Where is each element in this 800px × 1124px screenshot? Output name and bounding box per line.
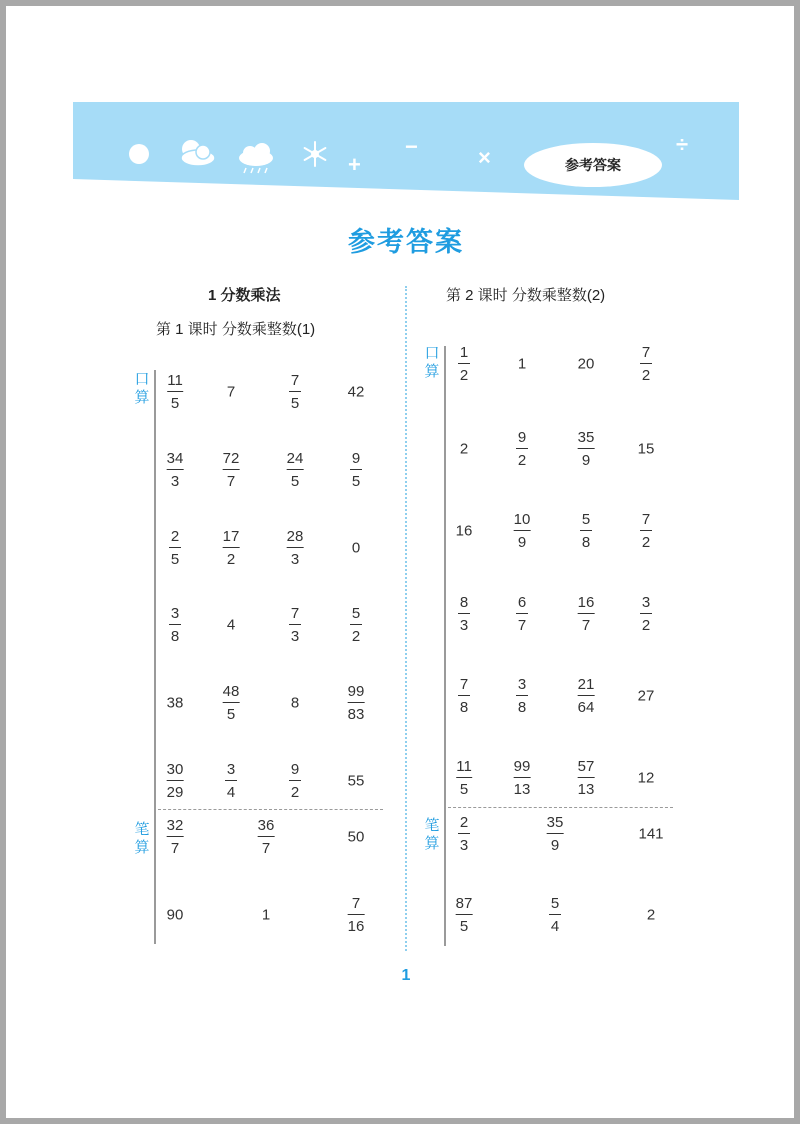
fraction: [223, 449, 240, 491]
fraction-bar: [167, 780, 184, 781]
fraction-bar: [350, 624, 362, 625]
answer-fraction: [167, 760, 184, 802]
answer-fraction: [514, 510, 531, 552]
fraction-bar: [169, 547, 181, 548]
right-margin-line: [444, 346, 446, 946]
answer-number: 141: [638, 825, 664, 843]
fraction-bar: [167, 391, 183, 392]
answer-fraction: [516, 428, 528, 470]
answer-fraction: [458, 593, 470, 635]
denominator: 8: [170, 628, 180, 645]
answer-fraction: [578, 593, 595, 635]
fraction: [578, 593, 595, 635]
numerator: 2: [170, 528, 180, 545]
answer-number: 2: [459, 440, 469, 458]
fraction-bar: [516, 613, 528, 614]
answer-fraction: [350, 604, 362, 646]
numerator: 99: [347, 683, 365, 700]
right-written-label: 笔 算: [424, 817, 440, 852]
answer-fraction: [258, 816, 275, 858]
fraction: [458, 343, 470, 385]
denominator: 5: [459, 918, 469, 935]
numerator: 99: [513, 758, 531, 775]
fraction: [287, 527, 304, 569]
fraction-bar: [223, 702, 240, 703]
answer-fraction: [223, 527, 240, 569]
numerator: 36: [257, 817, 275, 834]
fraction-bar: [578, 695, 595, 696]
fraction: [516, 428, 528, 470]
left-lesson-heading: 第 1 课时 分数乘整数(1): [156, 321, 316, 338]
left-margin-line: [154, 370, 156, 944]
denominator: 5: [459, 781, 469, 798]
numerator: 5: [550, 895, 560, 912]
answer-fraction: [167, 371, 183, 413]
fraction: [223, 682, 240, 724]
fraction-bar: [348, 914, 365, 915]
answer-fraction: [456, 757, 472, 799]
answer-fraction: [289, 760, 301, 802]
answer-fraction: [640, 510, 652, 552]
answer-number: 16: [455, 522, 473, 540]
fraction: [456, 757, 472, 799]
banner-label: 参考答案: [565, 157, 621, 173]
answer-fraction: [169, 604, 181, 646]
numerator: 30: [166, 761, 184, 778]
answer-fraction: [578, 675, 595, 717]
numerator: 3: [170, 605, 180, 622]
fraction: [458, 593, 470, 635]
fraction: [578, 675, 595, 717]
denominator: 7: [170, 840, 180, 857]
numerator: 7: [290, 372, 300, 389]
fraction-bar: [640, 363, 652, 364]
numerator: 72: [222, 450, 240, 467]
fraction: [514, 510, 531, 552]
answer-fraction: [549, 894, 561, 936]
denominator: 83: [347, 706, 365, 723]
answer-number: 2: [646, 906, 656, 924]
fraction: [640, 593, 652, 635]
right-section-divider: [448, 807, 673, 808]
fraction: [549, 894, 561, 936]
denominator: 8: [517, 699, 527, 716]
fraction: [580, 510, 592, 552]
fraction: [167, 816, 184, 858]
fraction: [167, 371, 183, 413]
fraction: [640, 343, 652, 385]
fraction-bar: [169, 624, 181, 625]
answer-fraction: [225, 760, 237, 802]
answer-number: 20: [577, 355, 595, 373]
denominator: 4: [226, 784, 236, 801]
fraction-bar: [458, 363, 470, 364]
numerator: 35: [546, 814, 564, 831]
answer-number: 7: [226, 383, 236, 401]
denominator: 8: [459, 699, 469, 716]
minus-sign-icon: −: [405, 134, 418, 159]
answer-fraction: [169, 527, 181, 569]
right-oral-label: 口 算: [424, 345, 440, 380]
denominator: 7: [517, 617, 527, 634]
fraction-bar: [258, 836, 275, 837]
denominator: 13: [577, 781, 595, 798]
fraction-bar: [578, 448, 595, 449]
fraction: [289, 371, 301, 413]
denominator: 3: [459, 617, 469, 634]
fraction-bar: [167, 836, 184, 837]
denominator: 16: [347, 918, 365, 935]
times-sign-icon: ×: [478, 145, 491, 170]
fraction: [458, 813, 470, 855]
denominator: 2: [459, 367, 469, 384]
fraction: [516, 593, 528, 635]
fraction-bar: [640, 530, 652, 531]
denominator: 5: [351, 473, 361, 490]
numerator: 24: [286, 450, 304, 467]
numerator: 32: [166, 817, 184, 834]
fraction: [514, 757, 531, 799]
numerator: 35: [577, 429, 595, 446]
answer-number: 50: [347, 828, 365, 846]
fraction: [456, 894, 473, 936]
answer-number: 1: [261, 906, 271, 924]
fraction: [458, 675, 470, 717]
fraction: [547, 813, 564, 855]
fraction-bar: [516, 695, 528, 696]
numerator: 48: [222, 683, 240, 700]
answer-number: 55: [347, 772, 365, 790]
fraction: [578, 757, 595, 799]
fraction-bar: [458, 833, 470, 834]
answer-number: 8: [290, 694, 300, 712]
answer-fraction: [580, 510, 592, 552]
divide-sign-icon: ÷: [676, 132, 689, 157]
fraction: [578, 428, 595, 470]
numerator: 7: [290, 605, 300, 622]
fraction: [223, 527, 240, 569]
numerator: 17: [222, 528, 240, 545]
numerator: 3: [517, 676, 527, 693]
fraction-bar: [348, 702, 365, 703]
numerator: 8: [459, 594, 469, 611]
column-divider: [405, 286, 407, 951]
numerator: 10: [513, 511, 531, 528]
answer-number: 1: [517, 355, 527, 373]
numerator: 9: [351, 450, 361, 467]
fraction-bar: [549, 914, 561, 915]
answer-fraction: [350, 449, 362, 491]
denominator: 2: [351, 628, 361, 645]
denominator: 2: [641, 367, 651, 384]
denominator: 5: [290, 395, 300, 412]
denominator: 5: [170, 551, 180, 568]
numerator: 1: [459, 344, 469, 361]
answer-number: 42: [347, 383, 365, 401]
denominator: 64: [577, 699, 595, 716]
denominator: 5: [226, 706, 236, 723]
plus-sign-icon: +: [348, 152, 361, 177]
denominator: 9: [581, 452, 591, 469]
page-number: 1: [401, 967, 411, 984]
fraction-bar: [287, 547, 304, 548]
fraction-bar: [514, 777, 531, 778]
answer-fraction: [578, 757, 595, 799]
denominator: 29: [166, 784, 184, 801]
fraction-bar: [456, 777, 472, 778]
fraction-bar: [456, 914, 473, 915]
answer-number: 12: [637, 769, 655, 787]
denominator: 2: [517, 452, 527, 469]
answer-fraction: [578, 428, 595, 470]
answer-fraction: [547, 813, 564, 855]
numerator: 7: [641, 344, 651, 361]
answer-fraction: [456, 894, 473, 936]
numerator: 57: [577, 758, 595, 775]
fraction-bar: [223, 469, 240, 470]
answer-fraction: [348, 894, 365, 936]
fraction: [167, 760, 184, 802]
unit-heading: 1 分数乘法: [208, 287, 281, 304]
answer-fraction: [287, 449, 304, 491]
answer-fraction: [289, 371, 301, 413]
numerator: 2: [459, 814, 469, 831]
denominator: 2: [290, 784, 300, 801]
sun-icon: [129, 144, 149, 164]
fraction-bar: [516, 448, 528, 449]
answer-number: 4: [226, 616, 236, 634]
numerator: 9: [517, 429, 527, 446]
answer-number: 0: [351, 539, 361, 557]
answer-fraction: [458, 675, 470, 717]
answer-fraction: [348, 682, 365, 724]
fraction: [287, 449, 304, 491]
answer-fraction: [223, 449, 240, 491]
answer-number: 90: [166, 906, 184, 924]
numerator: 16: [577, 594, 595, 611]
numerator: 3: [641, 594, 651, 611]
fraction: [225, 760, 237, 802]
numerator: 7: [641, 511, 651, 528]
fraction-bar: [289, 624, 301, 625]
denominator: 9: [517, 534, 527, 551]
answer-fraction: [640, 593, 652, 635]
numerator: 87: [455, 895, 473, 912]
numerator: 5: [581, 511, 591, 528]
answer-fraction: [287, 527, 304, 569]
fraction: [289, 604, 301, 646]
answer-number: 15: [637, 440, 655, 458]
numerator: 28: [286, 528, 304, 545]
fraction: [640, 510, 652, 552]
fraction-bar: [640, 613, 652, 614]
numerator: 6: [517, 594, 527, 611]
answer-fraction: [458, 343, 470, 385]
denominator: 3: [170, 473, 180, 490]
answer-fraction: [167, 449, 184, 491]
fraction-bar: [580, 530, 592, 531]
answer-fraction: [167, 816, 184, 858]
denominator: 13: [513, 781, 531, 798]
numerator: 9: [290, 761, 300, 778]
fraction: [169, 527, 181, 569]
fraction: [167, 449, 184, 491]
numerator: 7: [351, 895, 361, 912]
denominator: 7: [581, 617, 591, 634]
fraction: [258, 816, 275, 858]
answer-fraction: [223, 682, 240, 724]
denominator: 5: [290, 473, 300, 490]
fraction: [289, 760, 301, 802]
numerator: 11: [167, 372, 183, 389]
answer-fraction: [289, 604, 301, 646]
fraction-bar: [458, 695, 470, 696]
fraction-bar: [514, 530, 531, 531]
denominator: 7: [226, 473, 236, 490]
denominator: 3: [290, 551, 300, 568]
answer-fraction: [516, 593, 528, 635]
denominator: 5: [170, 395, 180, 412]
fraction: [350, 604, 362, 646]
fraction-bar: [458, 613, 470, 614]
banner: [6, 6, 800, 206]
fraction-bar: [225, 780, 237, 781]
fraction-bar: [578, 777, 595, 778]
fraction: [350, 449, 362, 491]
fraction-bar: [287, 469, 304, 470]
numerator: 34: [166, 450, 184, 467]
fraction: [169, 604, 181, 646]
left-section-divider: [158, 809, 383, 810]
numerator: 21: [577, 676, 595, 693]
denominator: 2: [226, 551, 236, 568]
left-oral-label: 口 算: [134, 371, 150, 406]
answer-number: 38: [166, 694, 184, 712]
fraction: [348, 682, 365, 724]
right-lesson-heading: 第 2 课时 分数乘整数(2): [446, 287, 606, 304]
denominator: 7: [261, 840, 271, 857]
denominator: 9: [550, 837, 560, 854]
answer-fraction: [516, 675, 528, 717]
denominator: 2: [641, 534, 651, 551]
denominator: 8: [581, 534, 591, 551]
denominator: 3: [290, 628, 300, 645]
denominator: 2: [641, 617, 651, 634]
fraction: [348, 894, 365, 936]
numerator: 3: [226, 761, 236, 778]
denominator: 4: [550, 918, 560, 935]
numerator: 5: [351, 605, 361, 622]
fraction-bar: [289, 780, 301, 781]
fraction-bar: [350, 469, 362, 470]
fraction-bar: [289, 391, 301, 392]
page-title: 参考答案: [348, 227, 464, 257]
fraction-bar: [547, 833, 564, 834]
fraction-bar: [167, 469, 184, 470]
numerator: 11: [456, 758, 472, 775]
fraction-bar: [223, 547, 240, 548]
answer-number: 27: [637, 687, 655, 705]
fraction-bar: [578, 613, 595, 614]
numerator: 7: [459, 676, 469, 693]
denominator: 3: [459, 837, 469, 854]
answer-fraction: [458, 813, 470, 855]
fraction: [516, 675, 528, 717]
answer-fraction: [640, 343, 652, 385]
answer-fraction: [514, 757, 531, 799]
left-written-label: 笔 算: [134, 821, 150, 856]
